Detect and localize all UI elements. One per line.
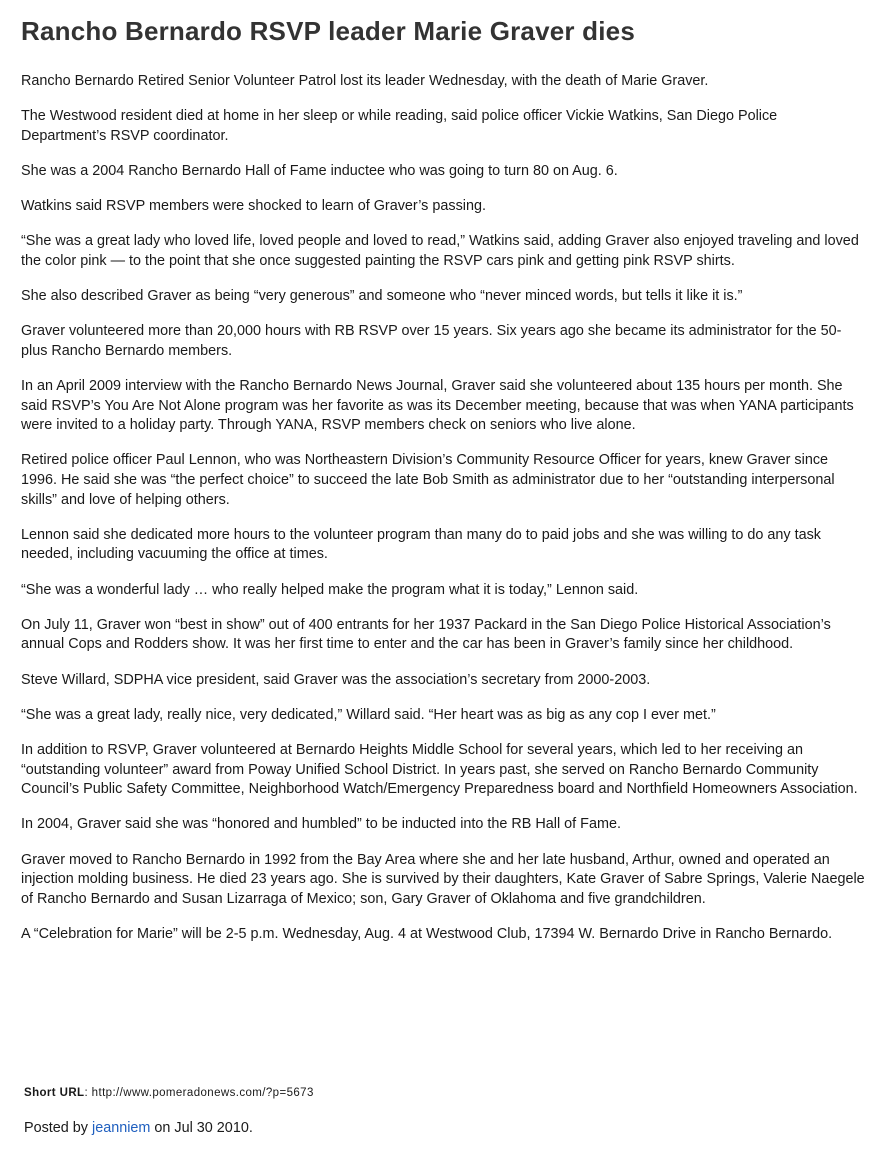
article-paragraph: Retired police officer Paul Lennon, who was Northeastern Division’s Community Resource Officer for years, knew Graver since 1996. He said she was “the perfect choice” to succeed the late Bob Smith as administrator due to her “outstanding interpersonal skills” and love of helping others. — [21, 452, 835, 508]
posted-prefix: Posted by — [24, 1120, 92, 1136]
short-url-label: Short URL — [24, 1087, 85, 1099]
article-paragraph: Steve Willard, SDPHA vice president, said Graver was the association’s secretary from 2000-2003. — [21, 671, 651, 688]
short-url-separator: : — [84, 1087, 92, 1099]
article-paragraph: Rancho Bernardo Retired Senior Volunteer Patrol lost its leader Wednesday, with the death of Marie Graver. — [21, 73, 709, 89]
article-paragraph: Graver moved to Rancho Bernardo in 1992 from the Bay Area where she and her late husband, Arthur, owned and operated an injection molding business. He died 23 years ago. She is survived by their daughters, Kate Graver of Sabre Springs, Valerie Naegele of Rancho Bernardo and Susan Lizarraga of Mexico; son, Gary Graver of Oklahoma and five grandchildren. — [21, 851, 865, 907]
article-paragraph: In 2004, Graver said she was “honored and humbled” to be inducted into the RB Hall of Fame. — [21, 816, 621, 833]
article-paragraph: Watkins said RSVP members were shocked to learn of Graver’s passing. — [21, 198, 486, 215]
short-url-line — [24, 1087, 314, 1099]
article-paragraph: In an April 2009 interview with the Rancho Bernardo News Journal, Graver said she volunteered about 135 hours per month. She said RSVP’s You Are Not Alone program was her favorite as was its December meeting, because that was when YANA participants were invited to a holiday party. Through YANA, RSVP members check on seniors who live alone. — [21, 378, 854, 434]
article-paragraph: She was a 2004 Rancho Bernardo Hall of Fame inductee who was going to turn 80 on Aug. 6. — [21, 162, 618, 179]
article-title: Rancho Bernardo RSVP leader Marie Graver dies — [21, 16, 635, 46]
article-paragraph: “She was a great lady, really nice, very dedicated,” Willard said. “Her heart was as big as any cop I ever met.” — [21, 706, 716, 723]
posted-date: on Jul 30 2010. — [150, 1120, 253, 1136]
article-paragraph: Graver volunteered more than 20,000 hours with RB RSVP over 15 years. Six years ago she became its administrator for the 50-plus Rancho Bernardo members. — [21, 323, 842, 359]
article-paragraph: She also described Graver as being “very generous” and someone who “never minced words, but tells it like it is.” — [21, 288, 743, 305]
article-paragraph: A “Celebration for Marie” will be 2-5 p.m. Wednesday, Aug. 4 at Westwood Club, 17394 W. Bernardo Drive in Rancho Bernardo. — [21, 925, 833, 942]
article-paragraph: In addition to RSVP, Graver volunteered at Bernardo Heights Middle School for several years, which led to her receiving an “outstanding volunteer” award from Poway Unified School District. In years past, she served on Rancho Bernardo Community Council’s Public Safety Committee, Neighborhood Watch/Emergency Preparedness board and Northfield Homeowners Association. — [21, 741, 858, 798]
short-url-value: http://www.pomeradonews.com/?p=5673 — [91, 1087, 314, 1099]
article-paragraph: “She was a wonderful lady … who really helped make the program what it is today,” Lennon said. — [21, 581, 639, 598]
article-paragraph: “She was a great lady who loved life, loved people and loved to read,” Watkins said, adding Graver also enjoyed traveling and loved the color pink — to the point that she once suggested painting the RSVP cars pink and getting pink RSVP shirts. — [21, 233, 859, 269]
article-body — [21, 72, 866, 945]
article-paragraph: The Westwood resident died at home in her sleep or while reading, said police officer Vickie Watkins, San Diego Police Department’s RSVP coordinator. — [21, 108, 778, 144]
article-paragraph: Lennon said she dedicated more hours to the volunteer program than many do to paid jobs and she was willing to do any task needed, including vacuuming the office at times. — [21, 526, 821, 563]
posted-by-line — [24, 1120, 253, 1136]
author-link[interactable]: jeanniem — [92, 1120, 151, 1136]
article-paragraph: On July 11, Graver won “best in show” out of 400 entrants for her 1937 Packard in the San Diego Police Historical Association’s annual Cops and Rodders show. It was her first time to enter and the car has been in Graver’s family since her childhood. — [21, 616, 831, 653]
